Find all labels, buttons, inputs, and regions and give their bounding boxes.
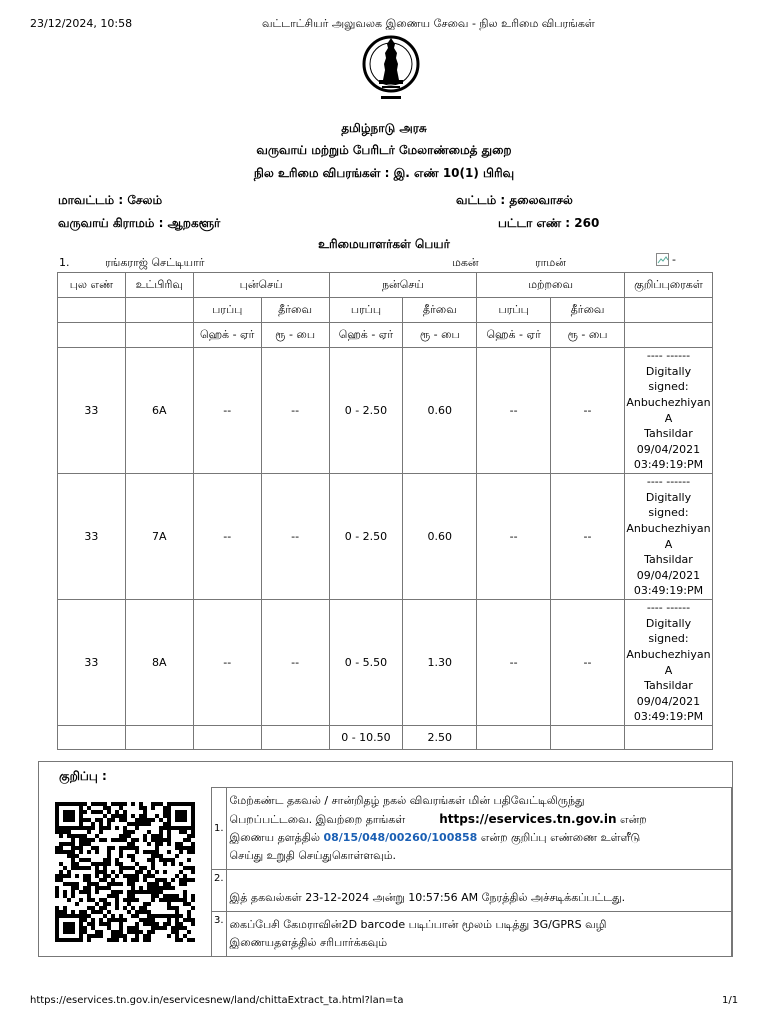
col-remarks: குறிப்புரைகள்: [624, 273, 712, 298]
signature-time: 03:49:19:PM: [633, 584, 704, 598]
page-number: 1/1: [722, 995, 739, 1006]
signature-dashes: ---- ------: [646, 349, 691, 363]
note-line: [230, 829, 728, 847]
govt-name: தமிழ்நாடு அரசு: [341, 121, 427, 135]
punjai-area-cell: --: [193, 600, 261, 726]
empty-cell: [58, 323, 126, 348]
unit-tax: ரூ - பை: [551, 323, 625, 348]
punjai-tax-cell: --: [261, 348, 329, 474]
signer-name: Anbuchezhiyan: [626, 647, 711, 661]
signer-role: Tahsildar: [644, 553, 693, 567]
total-nanjai-tax: 2.50: [403, 726, 477, 750]
unit-area: ஹெக் - ஏர்: [477, 323, 551, 348]
note-number: 1.: [212, 788, 227, 870]
col-others: மற்றவை: [477, 273, 625, 298]
total-nanjai-area: 0 - 10.50: [329, 726, 403, 750]
note-fragment: இணைய தளத்தில்: [229, 831, 320, 844]
signature-date: 09/04/2021: [636, 442, 701, 456]
punjai-area-cell: --: [193, 474, 261, 600]
document-title: நில உரிமை விபரங்கள் : இ. எண் 10(1) பிரிவு: [253, 166, 515, 180]
print-title: வட்டாட்சியர் அலுவலக இணைய சேவை - நில உரிமை விபரங்கள்: [262, 17, 595, 30]
notes-table: [211, 787, 732, 957]
note-number: 3.: [212, 912, 227, 957]
empty-cell: [261, 726, 329, 750]
qr-code: [55, 802, 195, 942]
col-nanjai: நன்செய்: [329, 273, 477, 298]
col-others-tax: தீர்வை: [551, 298, 625, 323]
signature-text: signed:: [648, 380, 689, 394]
owner-index: 1.: [59, 256, 70, 269]
others-area-cell: --: [477, 348, 551, 474]
note-item: [212, 870, 732, 912]
empty-cell: [624, 298, 712, 323]
col-subdivision: உட்பிரிவு: [125, 273, 193, 298]
table-row: [58, 474, 713, 600]
signer-name: A: [664, 411, 673, 425]
nanjai-tax-cell: 1.30: [403, 600, 477, 726]
signature-text: signed:: [648, 632, 689, 646]
signature-date: 09/04/2021: [636, 568, 701, 582]
nanjai-area-cell: 0 - 5.50: [329, 600, 403, 726]
punjai-tax-cell: --: [261, 600, 329, 726]
note-text: இத் தகவல்கள் 23-12-2024 அன்று 10:57:56 AM நேரத்தில் அச்சடிக்கப்பட்டது.: [226, 870, 731, 912]
col-nanjai-tax: தீர்வை: [403, 298, 477, 323]
note-text: [226, 788, 731, 870]
village-label: வருவாய் கிராமம் : ஆறகளூர்: [58, 216, 221, 230]
signer-name: A: [664, 537, 673, 551]
col-punjai-area: பரப்பு: [193, 298, 261, 323]
empty-cell: [551, 726, 625, 750]
subdivision-cell: 8A: [125, 600, 193, 726]
survey-no-cell: 33: [58, 600, 126, 726]
signature-dashes: ---- ------: [646, 601, 691, 615]
empty-cell: [125, 726, 193, 750]
punjai-area-cell: --: [193, 348, 261, 474]
digital-signature-cell: [624, 348, 712, 474]
others-area-cell: --: [477, 474, 551, 600]
eservices-link[interactable]: https://eservices.tn.gov.in: [439, 812, 617, 826]
unit-tax: ரூ - பை: [261, 323, 329, 348]
note-item: [212, 788, 732, 870]
col-punjai-tax: தீர்வை: [261, 298, 329, 323]
digital-signature-cell: [624, 474, 712, 600]
district-label: மாவட்டம் : சேலம்: [58, 193, 163, 207]
notes-title: குறிப்பு :: [59, 769, 107, 783]
signer-name: Anbuchezhiyan: [626, 395, 711, 409]
table-row: [58, 348, 713, 474]
survey-no-cell: 33: [58, 348, 126, 474]
others-tax-cell: --: [551, 474, 625, 600]
others-area-cell: --: [477, 600, 551, 726]
empty-cell: [58, 298, 126, 323]
unit-tax: ரூ - பை: [403, 323, 477, 348]
empty-cell: [477, 726, 551, 750]
owner-name: ரங்கராஜ் செட்டியார்: [105, 256, 205, 269]
signer-role: Tahsildar: [644, 427, 693, 441]
unit-area: ஹெக் - ஏர்: [329, 323, 403, 348]
punjai-tax-cell: --: [261, 474, 329, 600]
note-text: [226, 912, 731, 957]
col-nanjai-area: பரப்பு: [329, 298, 403, 323]
subdivision-cell: 7A: [125, 474, 193, 600]
signature-time: 03:49:19:PM: [633, 458, 704, 472]
signature-dashes: ---- ------: [646, 475, 691, 489]
reference-number-link[interactable]: 08/15/048/00260/100858: [323, 831, 478, 844]
totals-row: [58, 726, 713, 750]
signature-time: 03:49:19:PM: [633, 710, 704, 724]
note-line: இணையதளத்தில் சரிபார்க்கவும்: [229, 936, 388, 949]
subdivision-cell: 6A: [125, 348, 193, 474]
col-others-area: பரப்பு: [477, 298, 551, 323]
empty-cell: [125, 323, 193, 348]
note-fragment: பெறப்பட்டவை. இவற்றை தாங்கள்: [229, 813, 406, 826]
signer-name: A: [664, 663, 673, 677]
land-details-table: [57, 272, 713, 750]
note-line: கைப்பேசி கேமராவின்2D barcode படிப்பான் மூலம் படித்து 3G/GPRS வழி: [229, 918, 607, 931]
empty-cell: [624, 726, 712, 750]
digital-signature-cell: [624, 600, 712, 726]
print-datetime: 23/12/2024, 10:58: [30, 17, 133, 30]
owners-heading: உரிமையாளர்கள் பெயர்: [318, 237, 450, 251]
owner-father-name: ராமன்: [535, 256, 566, 269]
signature-text: Digitally: [645, 616, 692, 630]
survey-no-cell: 33: [58, 474, 126, 600]
col-survey-no: புல எண்: [58, 273, 126, 298]
note-line: மேற்கண்ட தகவல் / சான்றிதழ் நகல் விவரங்கள் மின் பதிவேட்டிலிருந்து: [229, 794, 585, 807]
empty-cell: [58, 726, 126, 750]
others-tax-cell: --: [551, 600, 625, 726]
tn-govt-emblem: [361, 30, 421, 110]
notes-section: [38, 761, 733, 957]
broken-image-alt: -: [672, 253, 676, 266]
note-fragment: என்ற: [620, 813, 647, 826]
note-fragment: என்ற குறிப்பு எண்ணை உள்ளீடு: [480, 831, 641, 844]
signature-text: Digitally: [645, 364, 692, 378]
signature-date: 09/04/2021: [636, 694, 701, 708]
nanjai-area-cell: 0 - 2.50: [329, 348, 403, 474]
col-punjai: புன்செய்: [193, 273, 329, 298]
empty-cell: [193, 726, 261, 750]
empty-cell: [624, 323, 712, 348]
empty-cell: [125, 298, 193, 323]
nanjai-tax-cell: 0.60: [403, 348, 477, 474]
nanjai-tax-cell: 0.60: [403, 474, 477, 600]
note-item: [212, 912, 732, 957]
note-line: [230, 810, 728, 829]
patta-number: பட்டா எண் : 260: [498, 216, 600, 230]
footer-url: https://eservices.tn.gov.in/eservicesnew/land/chittaExtract_ta.html?lan=ta: [30, 995, 404, 1006]
table-row: [58, 600, 713, 726]
owner-relation: மகன்: [452, 256, 479, 269]
note-line: செய்து உறுதி செய்துகொள்ளவும்.: [229, 849, 397, 862]
others-tax-cell: --: [551, 348, 625, 474]
taluk-label: வட்டம் : தலைவாசல்: [456, 193, 573, 207]
nanjai-area-cell: 0 - 2.50: [329, 474, 403, 600]
signature-text: Digitally: [645, 490, 692, 504]
unit-area: ஹெக் - ஏர்: [193, 323, 261, 348]
signer-role: Tahsildar: [644, 679, 693, 693]
signature-text: signed:: [648, 506, 689, 520]
signer-name: Anbuchezhiyan: [626, 521, 711, 535]
department-name: வருவாய் மற்றும் பேரிடர் மேலாண்மைத் துறை: [256, 143, 512, 157]
note-number: 2.: [212, 870, 227, 912]
